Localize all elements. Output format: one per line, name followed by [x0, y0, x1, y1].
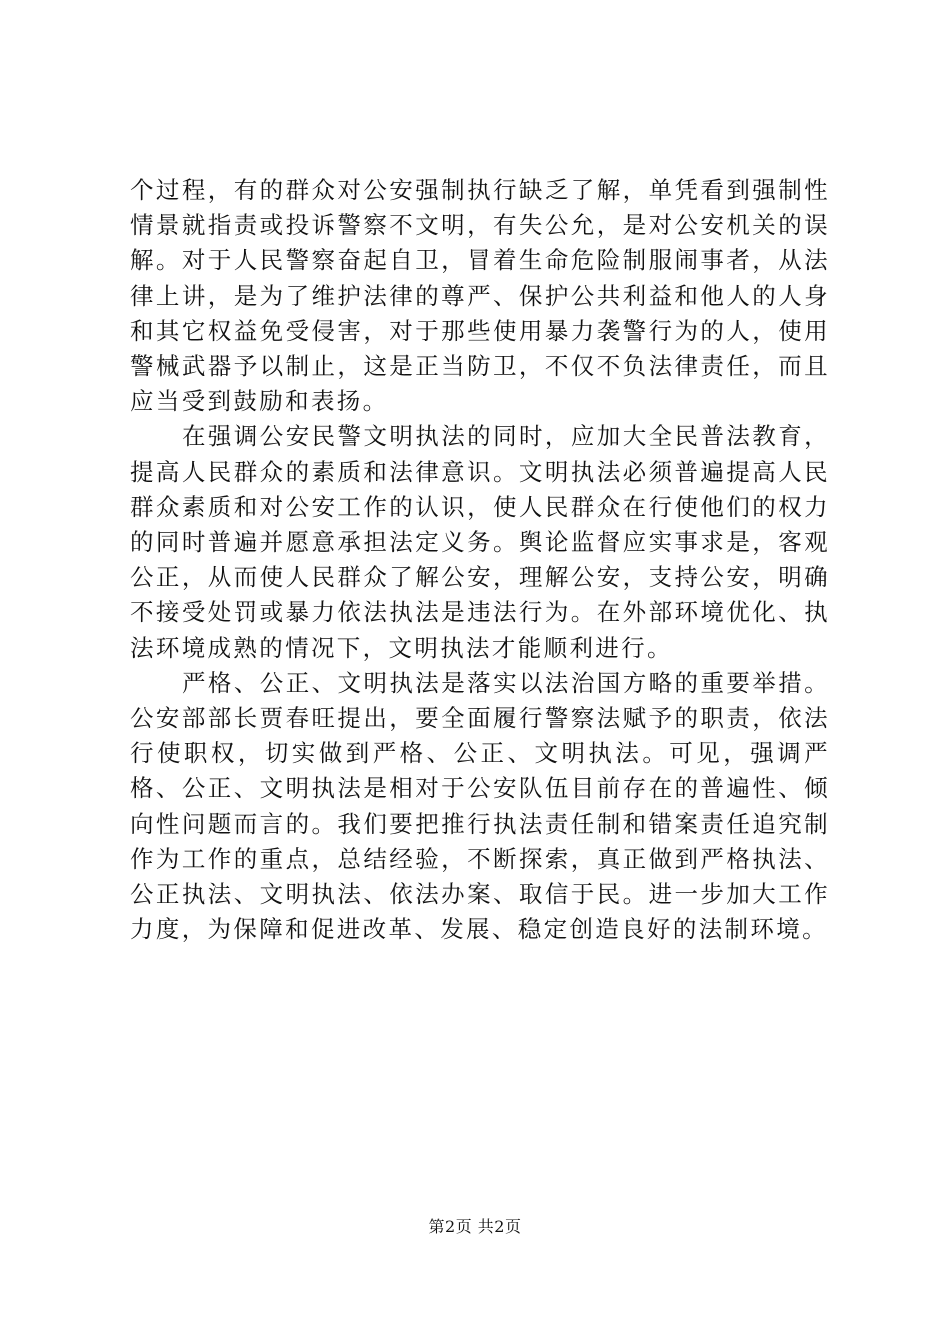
paragraph-strict-fair-enforcement: 严格、公正、文明执法是落实以法治国方略的重要举措。公安部部长贾春旺提出，要全面履行警察法赋予的职责，依法行使职权，切实做到严格、公正、文明执法。可见，强调严格、公正、文明执法是相对于公安队伍目前存在的普遍性、倾向性问题而言的。我们要把推行执法责任制和错案责任追究制作为工作的重点，总结经验，不断探索，真正做到严格执法、公正执法、文明执法、依法办案、取信于民。进一步加大工作力度，为保障和促进改革、发展、稳定创造良好的法制环境。	[130, 668, 830, 944]
document-body	[130, 173, 830, 947]
paragraph-continuation: 个过程，有的群众对公安强制执行缺乏了解，单凭看到强制性情景就指责或投诉警察不文明，有失公允，是对公安机关的误解。对于人民警察奋起自卫，冒着生命危险制服闹事者，从法律上讲，是为了维护法律的尊严、保护公共利益和他人的人身和其它权益免受侵害，对于那些使用暴力袭警行为的人，使用警械武器予以制止，这是正当防卫，不仅不负法律责任，而且应当受到鼓励和表扬。	[130, 176, 830, 416]
paragraph-civil-law-education: 在强调公安民警文明执法的同时，应加大全民普法教育，提高人民群众的素质和法律意识。文明执法必须普遍提高人民群众素质和对公安工作的认识，使人民群众在行使他们的权力的同时普遍并愿意承担法定义务。舆论监督应实事求是，客观公正，从而使人民群众了解公安，理解公安，支持公安，明确不接受处罚或暴力依法执法是违法行为。在外部环境优化、执法环境成熟的情况下，文明执法才能顺利进行。	[130, 422, 830, 662]
page-footer: 第2页 共2页	[428, 1217, 522, 1236]
